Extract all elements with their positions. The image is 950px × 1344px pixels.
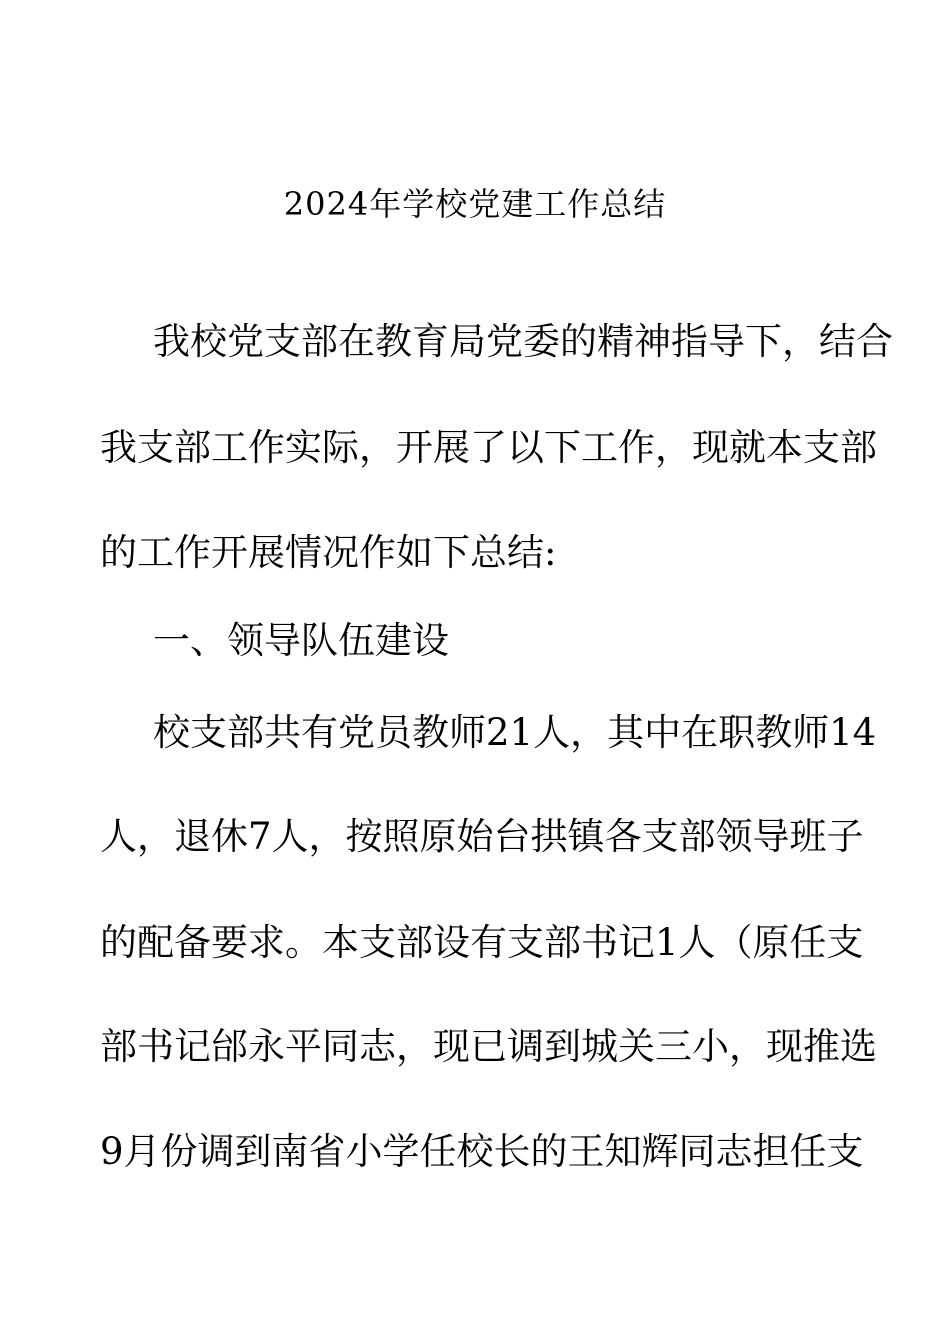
paragraph-line-9: 9月份调到南省小学任校长的王知辉同志担任支 bbox=[100, 1130, 864, 1173]
section-heading: 一、领导队伍建设 bbox=[153, 619, 449, 662]
paragraph-line-8: 部书记邰永平同志，现已调到城关三小，现推选 bbox=[100, 1025, 877, 1068]
paragraph-line-3: 的工作开展情况作如下总结: bbox=[100, 531, 557, 574]
paragraph-line-2: 我支部工作实际，开展了以下工作，现就本支部 bbox=[100, 426, 877, 469]
paragraph-line-7: 的配备要求。本支部设有支部书记1人（原任支 bbox=[100, 921, 864, 964]
paragraph-line-5: 校支部共有党员教师21人，其中在职教师14 bbox=[153, 711, 877, 754]
paragraph-line-1: 我校党支部在教育局党委的精神指导下，结合 bbox=[153, 320, 893, 363]
document-title: 2024年学校党建工作总结 bbox=[283, 185, 667, 223]
paragraph-line-6: 人，退休7人，按照原始台拱镇各支部领导班子 bbox=[100, 815, 864, 858]
